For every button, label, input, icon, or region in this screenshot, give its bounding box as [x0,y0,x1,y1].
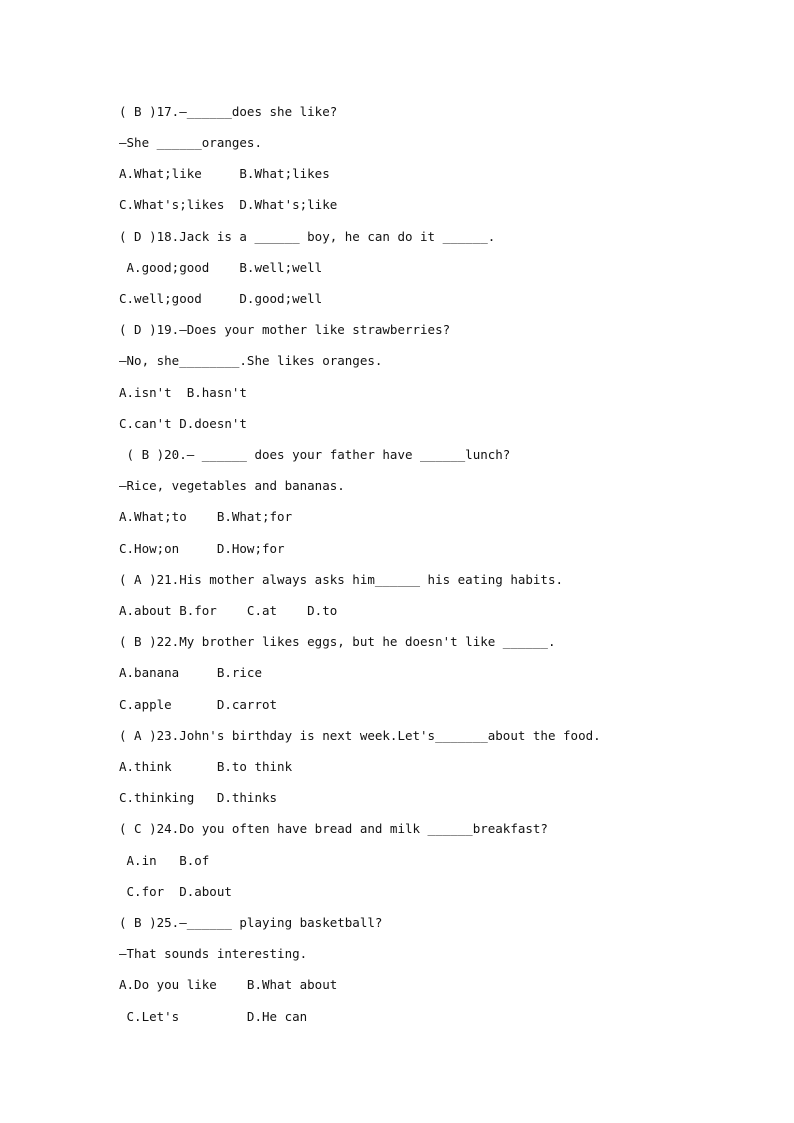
question-25-reply: —That sounds interesting. [119,946,308,961]
question-23-options-ab: A.think B.to think [119,759,293,774]
question-25-stem: ( B )25.—______ playing basketball? [119,915,383,930]
question-19-options-ab: A.isn't B.hasn't [119,385,247,400]
question-23-stem: ( A )23.John's birthday is next week.Let's_______about the food. [119,728,601,743]
question-18-options-cd: C.well;good D.good;well [119,291,323,306]
question-21-stem: ( A )21.His mother always asks him______ his eating habits. [119,572,564,587]
question-17-options-ab: A.What;like B.What;likes [119,166,330,181]
question-19-options-cd: C.can't D.doesn't [119,416,247,431]
question-17-stem: ( B )17.—______does she like? [119,104,338,119]
question-24-options-cd: C.for D.about [119,884,232,899]
question-22-options-cd: C.apple D.carrot [119,697,278,712]
question-19-reply: —No, she________.She likes oranges. [119,353,383,368]
question-20-options-ab: A.What;to B.What;for [119,509,293,524]
question-22-stem: ( B )22.My brother likes eggs, but he doesn't like ______. [119,634,556,649]
question-19-stem: ( D )19.—Does your mother like strawberries? [119,322,451,337]
question-23-options-cd: C.thinking D.thinks [119,790,278,805]
question-20-options-cd: C.How;on D.How;for [119,541,285,556]
question-25-options-ab: A.Do you like B.What about [119,977,338,992]
question-25-options-cd: C.Let's D.He can [119,1009,308,1024]
question-24-options-ab: A.in B.of [119,853,210,868]
question-24-stem: ( C )24.Do you often have bread and milk ______breakfast? [119,821,548,836]
question-20-stem: ( B )20.— ______ does your father have ______lunch? [119,447,511,462]
question-22-options-ab: A.banana B.rice [119,665,262,680]
question-20-reply: —Rice, vegetables and bananas. [119,478,345,493]
question-21-options: A.about B.for C.at D.to [119,603,338,618]
question-17-reply: —She ______oranges. [119,135,262,150]
question-18-options-ab: A.good;good B.well;well [119,260,323,275]
question-17-options-cd: C.What's;likes D.What's;like [119,197,338,212]
question-18-stem: ( D )18.Jack is a ______ boy, he can do it ______. [119,229,496,244]
